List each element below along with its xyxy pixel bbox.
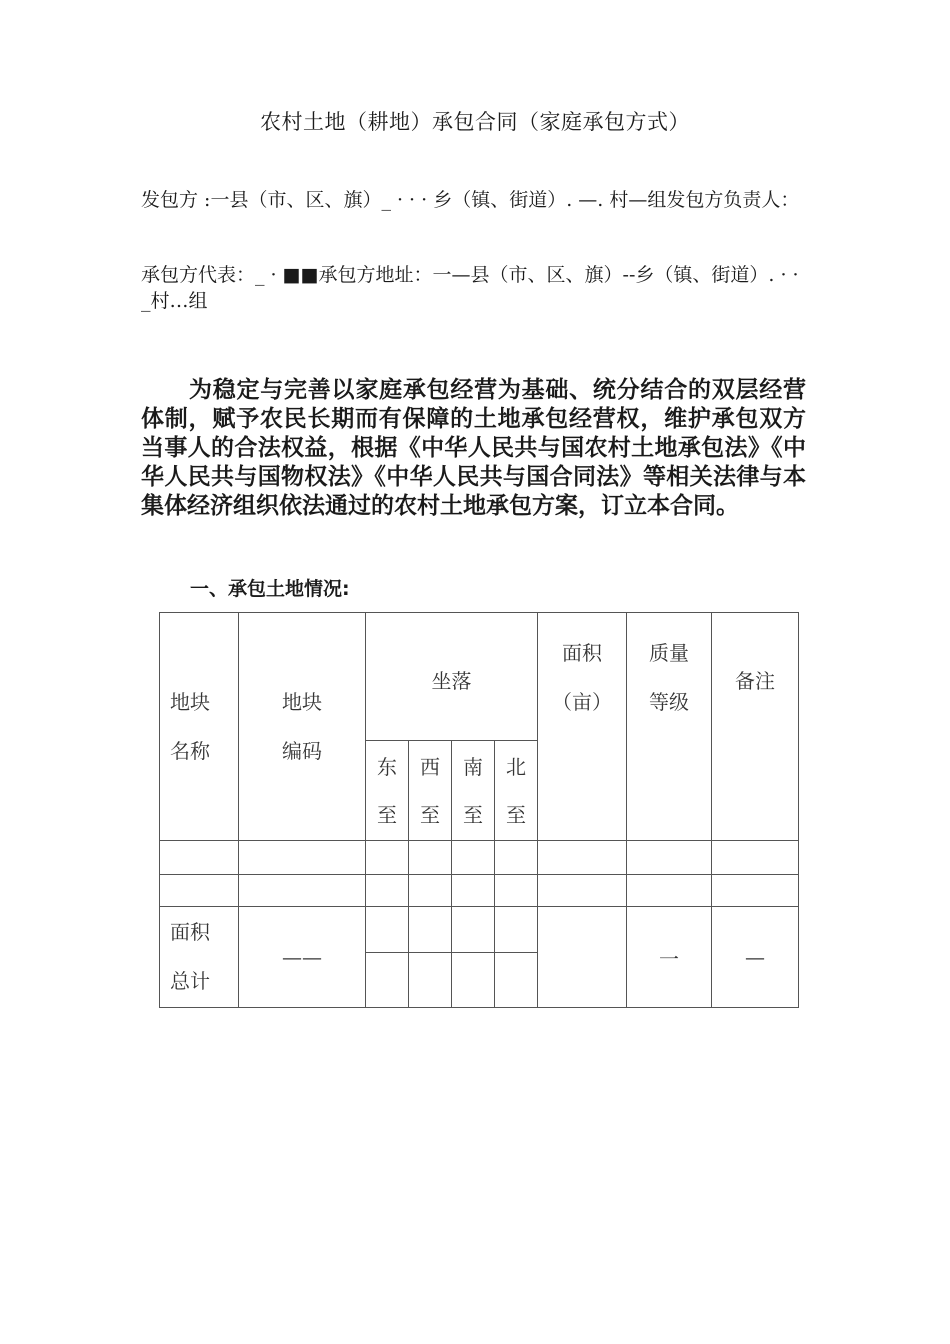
total-row [160,907,799,953]
total-area-label: 面积 总计 [160,907,239,1008]
table-cell[interactable] [239,841,366,875]
table-cell[interactable] [239,875,366,907]
table-cell[interactable] [495,953,538,1008]
table-cell[interactable] [538,875,627,907]
table-row [160,841,799,875]
table-cell[interactable] [160,875,239,907]
table-cell[interactable] [452,841,495,875]
table-cell[interactable] [409,875,452,907]
table-cell[interactable] [409,953,452,1008]
intro-paragraph: 为稳定与完善以家庭承包经营为基础、统分结合的双层经营体制，赋予农民长期而有保障的土地承包经营权，维护承包双方当事人的合法权益，根据《中华人民共与国农村土地承包法》《中华人民共与国物权法》《中华人民共与国合同法》等相关法律与本集体经济组织依法通过的农村土地承包方案，订立本合同。 [141,376,806,519]
table-cell[interactable] [712,875,799,907]
total-remark-dash: — [712,907,799,1008]
header-plot-code: 地块 编码 [239,613,366,841]
table-cell[interactable] [452,953,495,1008]
total-area-value[interactable] [538,907,627,1008]
header-plot-name: 地块 名称 [160,613,239,841]
section-heading-land: 一、承包土地情况: [190,578,350,600]
table-cell[interactable] [495,841,538,875]
header-remark: 备注 [712,613,799,841]
table-cell[interactable] [712,841,799,875]
header-east-boundary: 东 至 [366,741,409,841]
contractee-info: 承包方代表：_ · ■■承包方地址：一—县（市、区、旗）--乡（镇、街道）. · · _村…组 [141,264,799,312]
table-cell[interactable] [452,907,495,953]
table-cell[interactable] [409,907,452,953]
header-north-boundary: 北 至 [495,741,538,841]
header-area: 面积 （亩） [538,613,627,841]
table-cell[interactable] [366,841,409,875]
table-cell[interactable] [495,875,538,907]
table-cell[interactable] [495,907,538,953]
table-cell[interactable] [452,875,495,907]
total-grade-dash: 一 [627,907,712,1008]
header-west-boundary: 西 至 [409,741,452,841]
contractor-info: 发包方 :一县（市、区、旗）_ · · · 乡（镇、街道）. —. 村—组发包方负责人： [141,189,800,211]
land-info-table [159,612,799,1008]
table-cell[interactable] [160,841,239,875]
table-cell[interactable] [409,841,452,875]
table-row [160,875,799,907]
document-title: 农村土地（耕地）承包合同（家庭承包方式） [260,110,690,134]
table-cell[interactable] [627,841,712,875]
table-cell[interactable] [538,841,627,875]
table-cell[interactable] [366,953,409,1008]
header-location: 坐落 [366,613,538,741]
table-cell[interactable] [366,875,409,907]
header-quality-grade: 质量 等级 [627,613,712,841]
table-cell[interactable] [627,875,712,907]
table-cell[interactable] [366,907,409,953]
total-code-dash: —— [239,907,366,1008]
header-south-boundary: 南 至 [452,741,495,841]
